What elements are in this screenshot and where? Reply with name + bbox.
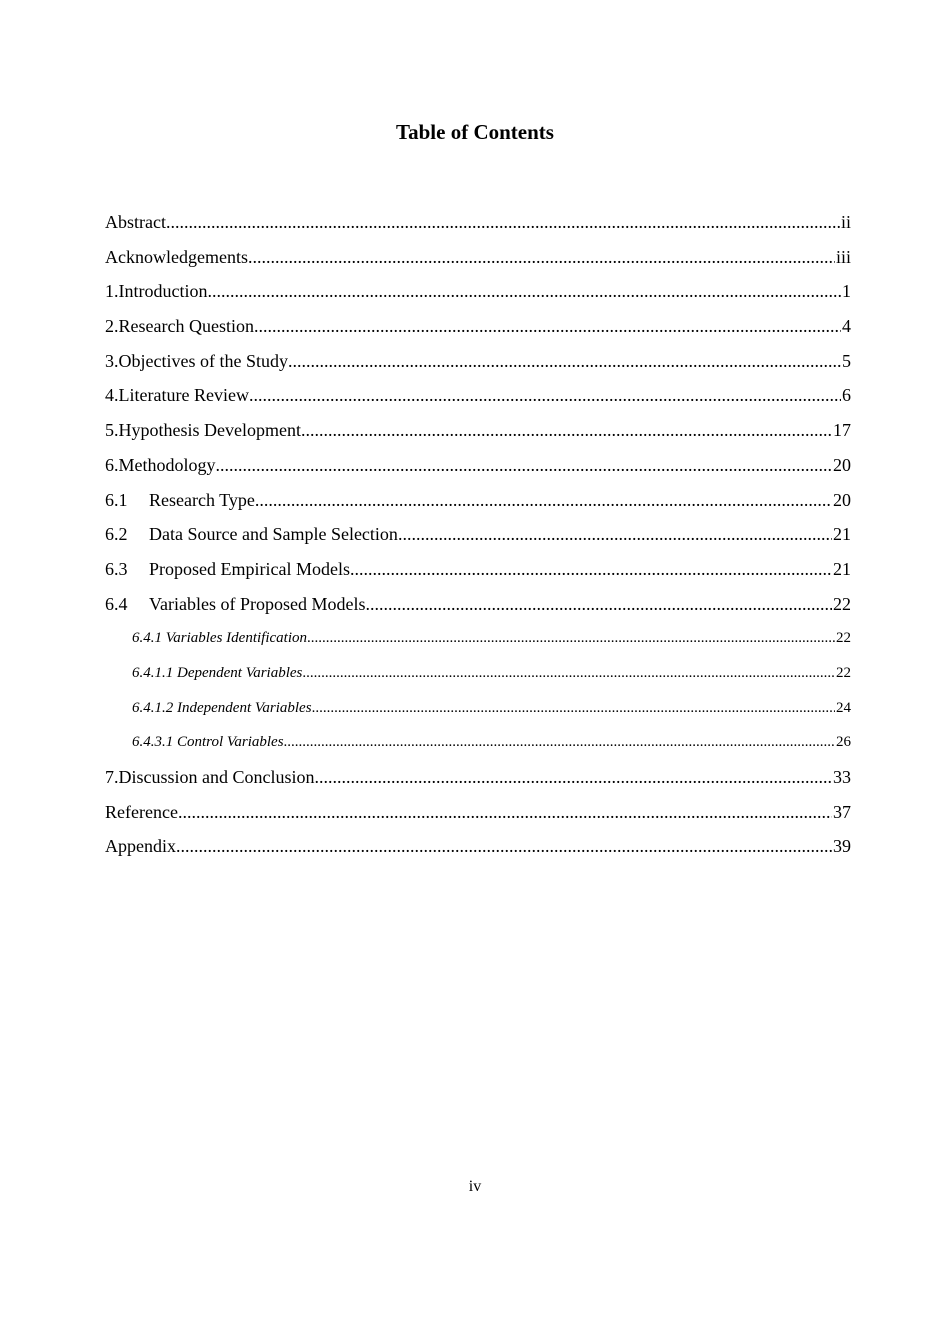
dot-leader bbox=[249, 379, 841, 411]
toc-entry-title: 6.4.3.1 Control Variables bbox=[132, 734, 284, 751]
toc-entry-title: Reference bbox=[105, 801, 178, 822]
page-number: iv bbox=[468, 1178, 482, 1195]
toc-entry-control-variables[interactable] bbox=[105, 726, 851, 761]
toc-entry-variables-identification[interactable] bbox=[105, 622, 851, 657]
toc-entry-title: Proposed Empirical Models bbox=[149, 558, 350, 579]
toc-entry-title: Appendix bbox=[105, 836, 176, 857]
toc-entry-number: 6.4 bbox=[105, 593, 128, 614]
toc-entry-page: 33 bbox=[833, 767, 851, 787]
toc-entry-page: 21 bbox=[833, 558, 851, 579]
toc-entry-number: 6.2 bbox=[105, 524, 128, 545]
toc-entry-discussion[interactable] bbox=[105, 761, 851, 796]
toc-entry-page: 5 bbox=[842, 350, 851, 371]
toc-entry-page: 26 bbox=[836, 734, 851, 751]
toc-entry-title: 5.Hypothesis Development bbox=[105, 420, 301, 441]
dot-leader bbox=[254, 310, 841, 342]
toc-entry-title: 4.Literature Review bbox=[105, 385, 249, 406]
toc-entry-page: 20 bbox=[833, 489, 851, 510]
toc-entry-reference[interactable] bbox=[105, 796, 851, 831]
toc-entry-title: 6.4.1 Variables Identification bbox=[132, 630, 307, 647]
dot-leader bbox=[307, 622, 835, 654]
toc-entry-research-type[interactable] bbox=[105, 484, 851, 519]
toc-entry-title: 3.Objectives of the Study bbox=[105, 350, 288, 371]
toc-entry-page: 24 bbox=[836, 699, 851, 716]
dot-leader bbox=[255, 484, 832, 516]
toc-entry-title: Data Source and Sample Selection bbox=[149, 524, 398, 545]
toc-entry-dependent-variables[interactable] bbox=[105, 657, 851, 692]
dot-leader bbox=[178, 796, 832, 828]
toc-entry-empirical-models[interactable] bbox=[105, 553, 851, 588]
table-of-contents bbox=[105, 206, 851, 865]
toc-entry-hypothesis[interactable] bbox=[105, 414, 851, 449]
dot-leader bbox=[166, 206, 840, 238]
toc-entry-data-source[interactable] bbox=[105, 518, 851, 553]
toc-entry-page: ii bbox=[840, 212, 851, 232]
toc-entry-page: 21 bbox=[833, 524, 851, 545]
toc-entry-title: Research Type bbox=[149, 489, 255, 510]
toc-entry-title: 2.Research Question bbox=[105, 316, 254, 337]
toc-entry-acknowledgements[interactable] bbox=[105, 241, 851, 276]
toc-entry-title: 6.4.1.1 Dependent Variables bbox=[132, 664, 303, 681]
dot-leader bbox=[302, 657, 835, 689]
toc-entry-literature-review[interactable] bbox=[105, 379, 851, 414]
toc-entry-variables-models[interactable] bbox=[105, 588, 851, 623]
dot-leader bbox=[248, 241, 835, 273]
toc-entry-page: 17 bbox=[833, 420, 851, 441]
toc-entry-title: Acknowledgements bbox=[105, 246, 248, 267]
toc-entry-page: iii bbox=[835, 246, 851, 267]
dot-leader bbox=[301, 414, 832, 446]
toc-entry-introduction[interactable] bbox=[105, 275, 851, 310]
toc-entry-title: 6.Methodology bbox=[105, 454, 216, 475]
toc-entry-page: 37 bbox=[833, 801, 851, 822]
dot-leader bbox=[216, 449, 833, 481]
toc-entry-page: 1 bbox=[842, 281, 851, 302]
toc-entry-abstract[interactable] bbox=[105, 206, 851, 241]
toc-entry-methodology[interactable] bbox=[105, 449, 851, 484]
toc-entry-appendix[interactable] bbox=[105, 830, 851, 865]
dot-leader bbox=[350, 553, 832, 585]
toc-entry-title: 6.4.1.2 Independent Variables bbox=[132, 699, 312, 716]
toc-entry-number: 6.1 bbox=[105, 489, 128, 510]
toc-entry-page: 22 bbox=[836, 630, 851, 647]
toc-entry-research-question[interactable] bbox=[105, 310, 851, 345]
dot-leader bbox=[312, 692, 835, 724]
toc-entry-independent-variables[interactable] bbox=[105, 692, 851, 727]
dot-leader bbox=[176, 830, 832, 862]
toc-entry-page: 6 bbox=[842, 385, 851, 406]
dot-leader bbox=[365, 588, 832, 620]
dot-leader bbox=[288, 345, 841, 377]
dot-leader bbox=[284, 726, 835, 758]
toc-entry-objectives[interactable] bbox=[105, 345, 851, 380]
toc-entry-page: 22 bbox=[836, 664, 851, 681]
toc-entry-number: 6.3 bbox=[105, 558, 128, 579]
toc-entry-title: 7.Discussion and Conclusion bbox=[105, 767, 315, 787]
toc-entry-page: 4 bbox=[842, 316, 851, 337]
toc-entry-page: 39 bbox=[833, 836, 851, 857]
toc-entry-title: Variables of Proposed Models bbox=[149, 593, 366, 614]
dot-leader bbox=[315, 761, 833, 793]
toc-entry-title: 1.Introduction bbox=[105, 281, 208, 302]
dot-leader bbox=[207, 275, 841, 307]
toc-entry-page: 22 bbox=[833, 593, 851, 614]
page-title: Table of Contents bbox=[396, 120, 554, 144]
toc-entry-title: Abstract bbox=[105, 212, 166, 232]
toc-entry-page: 20 bbox=[833, 454, 851, 475]
dot-leader bbox=[398, 518, 832, 550]
